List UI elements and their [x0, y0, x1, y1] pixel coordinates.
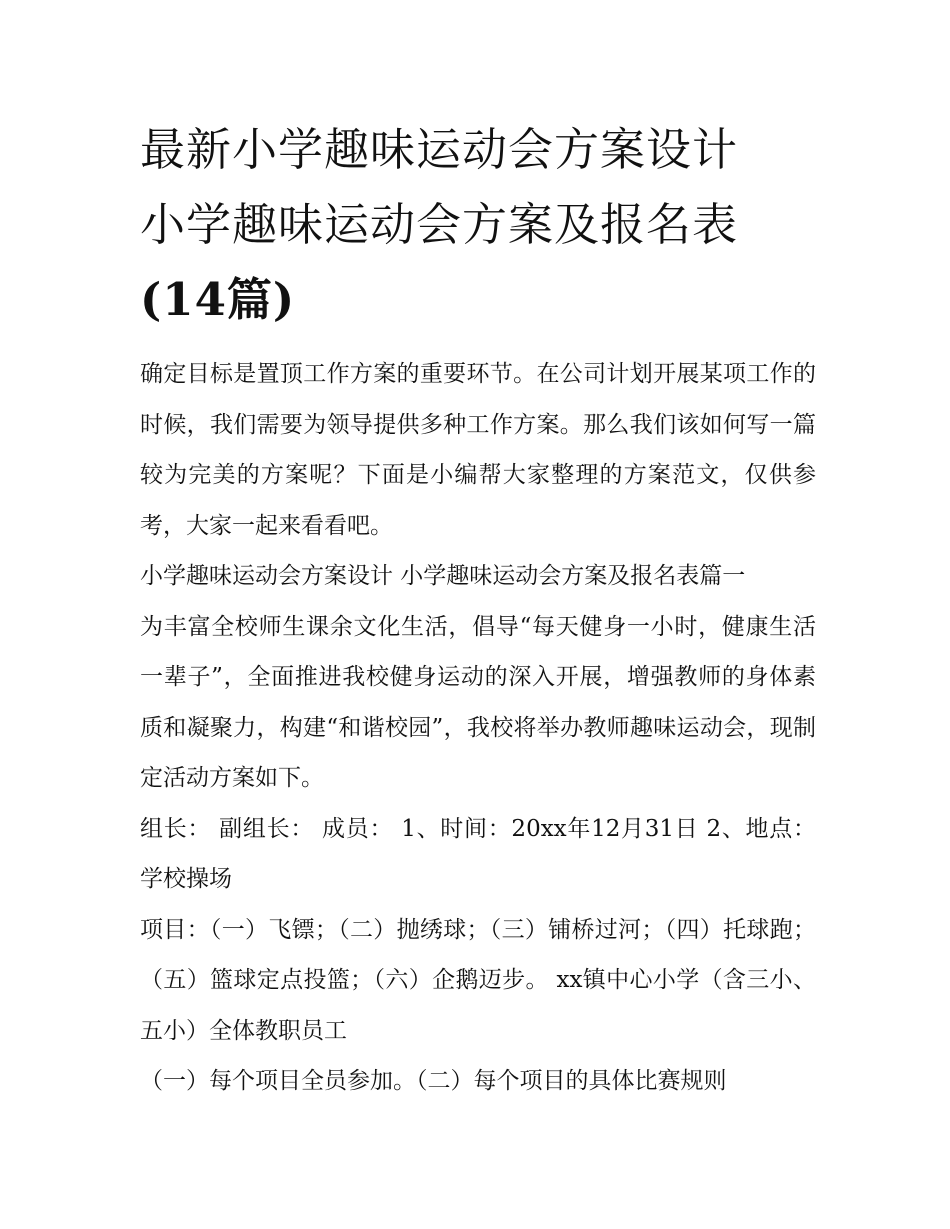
- document-title: [140, 112, 816, 337]
- section-heading: 小学趣味运动会方案设计 小学趣味运动会方案及报名表篇一: [140, 563, 746, 589]
- rules-paragraph: （一）每个项目全员参加。（二）每个项目的具体比赛规则: [140, 1068, 727, 1094]
- title-line-3: (14篇): [140, 273, 296, 326]
- document-body: [140, 112, 816, 1107]
- title-line-1: 最新小学趣味运动会方案设计: [140, 123, 739, 176]
- organization-paragraph: 组长： 副组长： 成员： 1、时间：20xx年12月31日 2、地点：学校操场: [140, 815, 816, 892]
- events-paragraph: 项目：（一）飞镖；（二）抛绣球；（三）铺桥过河；（四）托球跑；（五）篮球定点投篮；（六）企鹅迈步。 xx镇中心小学（含三小、五小）全体教职员工: [140, 916, 816, 1044]
- title-line-2: 小学趣味运动会方案及报名表: [140, 198, 739, 251]
- purpose-paragraph: 为丰富全校师生课余文化生活，倡导“每天健身一小时，健康生活一辈子”，全面推进我校健身运动的深入开展，增强教师的身体素质和凝聚力，构建“和谐校园”，我校将举办教师趣味运动会，现制定活动方案如下。: [140, 613, 816, 791]
- intro-paragraph: 确定目标是置顶工作方案的重要环节。在公司计划开展某项工作的时候，我们需要为领导提供多种工作方案。那么我们该如何写一篇较为完美的方案呢？下面是小编帮大家整理的方案范文，仅供参考，大家一起来看看吧。: [140, 361, 816, 539]
